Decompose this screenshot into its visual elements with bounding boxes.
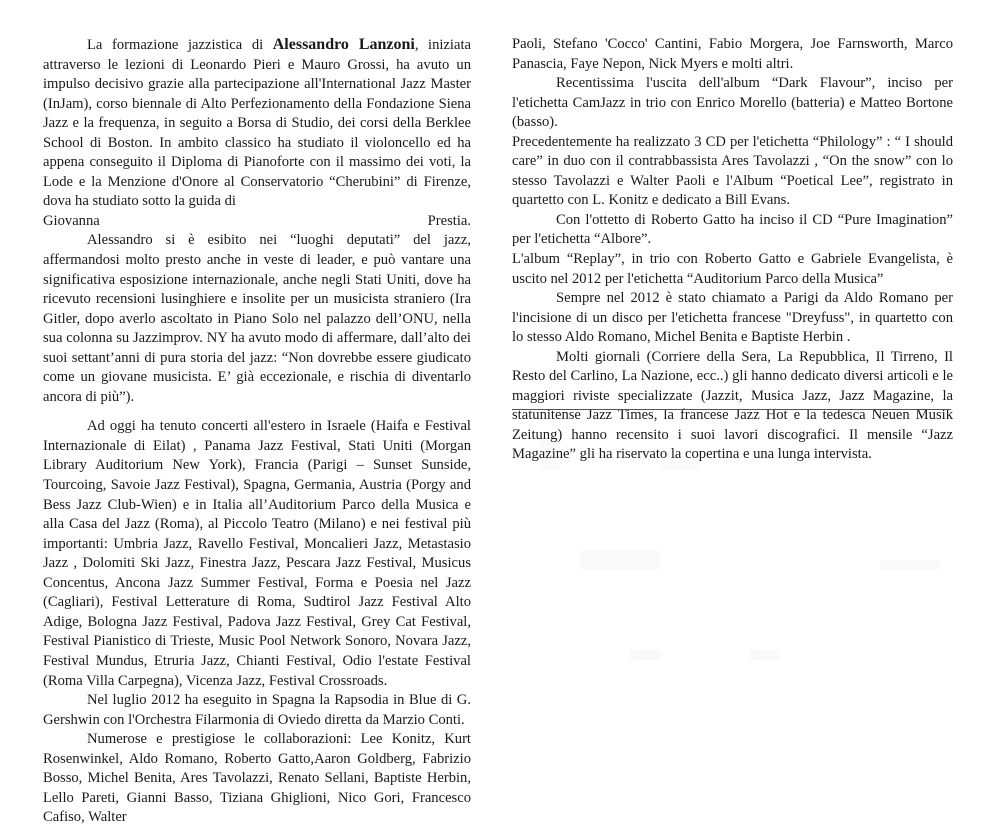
horizontal-rule [512,409,951,410]
paragraph-collaborations-continued: Paoli, Stefano 'Cocco' Cantini, Fabio Morgera, Joe Farnsworth, Marco Panascia, Faye Nepon, Nick Myers e molti altri. [512,36,953,72]
paragraph-replay: L'album “Replay”, in trio con Roberto Gatto e Gabriele Evangelista, è uscito nel 2012 per l'etichetta “Auditorium Parco della Musica” [512,251,953,287]
paragraph-dreyfuss: Sempre nel 2012 è stato chiamato a Parigi da Aldo Romano per l'incisione di un disco per l'etichetta francese "Dreyfuss", in quartetto con lo stesso Aldo Romano, Michel Benita e Baptiste Herbin . [512,290,953,346]
teacher-last-name: Prestia. [427,212,471,229]
paragraph-training-last-line [43,212,471,232]
training-text: , iniziata attraverso le lezioni di Leonardo Pieri e Mauro Grossi, ha avuto un impulso decisivo grazie alla partecipazione all'International Jazz Master (InJam), corso biennale di Alto Perfezionamento della Fondazione Siena Jazz e la frequenza, in seguito a Borsa di Studio, dei corsi della Berklee School di Boston. In ambito classico ha studiato il violoncello ed ha appena conseguito il Diploma di Pianoforte con il massimo dei voti, la Lode e la Menzione d'Onore al Conservatorio “Cherubini” di Firenze, dova ha studiato sotto la guida di [43,37,471,210]
paragraph-pure-imagination: Con l'ottetto di Roberto Gatto ha inciso il CD “Pure Imagination” per l'etichetta “Albore”. [512,211,953,248]
teacher-first-name: Giovanna [43,212,100,229]
paragraph-collaborations: Numerose e prestigiose le collaborazioni: Lee Konitz, Kurt Rosenwinkel, Aldo Romano, Roberto Gatto,Aaron Goldberg, Fabrizio Bosso, Michel Benita, Ares Tavolazzi, Renato Sellani, Baptiste Herbin, Lello Pareti, Gianni Basso, Tiziana Ghiglioni, Nico Gori, Francesco Cafiso, Walter [43,731,471,826]
paragraph-press: Molti giornali (Corriere della Sera, La Repubblica, Il Tirreno, Il Resto del Carlino, La Nazione, ecc..) gli hanno dedicato diversi articoli e le maggiori riviste specializzate (Jazzit, Musica Jazz, Jazz Magazine, la statunitense Jazz Times, la francese Jazz Hot e la tedesca Neuen Musik Zeitung) hanno recensito i suoi lavori discografici. Il mensile “Jazz Magazine” gli ha riservato la copertina e una lunga intervista. [512,348,953,463]
intro-text: La formazione jazzistica di [87,37,273,53]
paragraph-training [43,35,471,212]
artist-name: Alessandro Lanzoni [272,36,415,53]
paragraph-gershwin: Nel luglio 2012 ha eseguito in Spagna la Rapsodia in Blue di G. Gershwin con l'Orchestra Filarmonia di Oviedo diretta da Marzio Conti. [43,692,471,728]
paragraph-concerts: Ad oggi ha tenuto concerti all'estero in Israele (Haifa e Festival Internazionale di Eilat) , Panama Jazz Festival, Stati Uniti (Morgan Library Auditorium New York), Francia (Parigi – Sunset Sunside, Tourcoing, Savoie Jazz Festival), Spagna, Germania, Austria (Porgy and Bess Jazz Club-Wien) e in Italia all’Auditorium Parco della Musica e alla Casa del Jazz (Roma), al Piccolo Teatro (Milano) e nei festival più importanti: Umbria Jazz, Ravello Festival, Moncalieri Jazz, Metastasio Jazz , Dolomiti Ski Jazz, Finestra Jazz, Pescara Jazz Festival, Musicus Concentus, Ancona Jazz Summer Festival, Forma e Poesia nel Jazz (Cagliari), Festival Letterature di Roma, Sudtirol Jazz Festival Alto Adige, Bologna Jazz Festival, Padova Jazz Festival, Grey Cat Festival, Festival Pianistico di Trieste, Music Pool Network Sonoro, Novara Jazz, Festival Mundus, Etruria Jazz, Chianti Festival, Odio l'estate Festival (Roma Villa Carpegna), Vicenza Jazz, Festival Crossroads. [43,418,471,689]
paragraph-international: Alessandro si è esibito nei “luoghi deputati” del jazz, affermandosi molto presto anche in veste di leader, e può vantare una significativa esposizione internazionale, anche negli Stati Uniti, dove ha ricevuto recensioni lusinghiere e insolite per un musicista straniero (Ira Gitler, dopo averlo ascoltato in Piano Solo nel palazzo dell’ONU, nella sua colonna su Jazzimprov. NY ha avuto modo di affermare, dall’alto dei suoi settant’anni di pura storia del jazz: “Non dovrebbe essere giudicato come un giovane musicista. E’ già eccezionale, e rischia di diventarlo ancora di più”). [43,232,471,405]
right-column [512,35,953,465]
paragraph-dark-flavour: Recentissima l'uscita dell'album “Dark Flavour”, inciso per l'etichetta CamJazz in trio con Enrico Morello (batteria) e Matteo Bortone (basso). [512,75,953,131]
paragraph-philology: Precedentemente ha realizzato 3 CD per l'etichetta “Philology” : “ I should care” in duo con il contrabbassista Ares Tavolazzi , “On the snow” con lo stesso Tavolazzi e Walter Paoli e l'Album “Poetical Lee”, registrato in quartetto con L. Konitz e dedicato a Bill Evans. [512,133,953,209]
bleed-through-shadow [540,440,960,680]
